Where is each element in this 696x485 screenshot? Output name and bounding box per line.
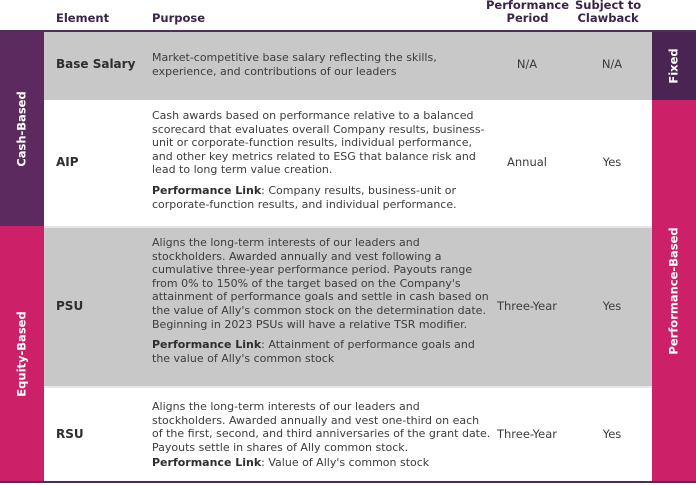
row-element: Base Salary [56, 57, 136, 71]
row-period: Annual [507, 155, 547, 169]
row-period: N/A [516, 57, 538, 71]
header-performance-period: Performance Period [486, 0, 570, 25]
table-bottom-border [0, 481, 696, 483]
header-purpose: Purpose [152, 11, 206, 25]
performance-link-label: Performance Link [152, 183, 262, 197]
table-row [44, 32, 652, 100]
fixed-band: Fixed [652, 32, 696, 100]
table-row [44, 100, 652, 226]
row-period: Three-Year [496, 427, 558, 441]
row-clawback: Yes [602, 299, 622, 313]
table-row [44, 388, 652, 481]
performance-based-band: Performance-Based [652, 100, 696, 481]
table-row [44, 228, 652, 386]
performance-link-label: Performance Link [152, 338, 262, 352]
row-period: Three-Year [496, 299, 558, 313]
row-purpose: Cash awards based on performance relative to a balanced scorecard that evaluates overall Company results, business-unit or corporate-function results, individual performance, and other key metrics related to ESG that balance risk and lead to long term value creation. Performance Link: Company results, business-unit or corporate-function results, and individual performance. [152, 109, 485, 211]
row-clawback: Yes [602, 427, 622, 441]
header-element: Element [56, 11, 110, 25]
header-clawback: Subject to Clawback [575, 0, 642, 25]
row-purpose: Aligns the long-term interests of our leaders and stockholders. Awarded annually and vest one-third on each of the first, second, and third anniversaries of the grant date. Payouts settle in shares of Ally common stock. Performance Link: Value of Ally's common stock [152, 400, 491, 470]
performance-link-label: Performance Link [152, 456, 262, 470]
row-clawback: Yes [602, 155, 622, 169]
row-element: PSU [56, 299, 84, 313]
row-purpose: Market-competitive base salary reflecting the skills, experience, and contributions of our leaders [152, 51, 437, 78]
equity-based-band: Equity-Based [0, 226, 44, 481]
cash-based-band: Cash-Based [0, 32, 44, 226]
row-element: RSU [56, 427, 84, 441]
row-clawback: N/A [601, 57, 623, 71]
row-purpose: Aligns the long-term interests of our leaders and stockholders. Awarded annually and vest following a cumulative three-year performance period. Payouts range from 0% to 150% of the target based on the Company's attainment of performance goals and settle in cash based on the value of Ally's common stock on the determination date. Beginning in 2023 PSUs will have a relative TSR modifier. Performance Link: Attainment of performance goals and the value of Ally's common stock [152, 236, 489, 365]
row-element: AIP [56, 155, 79, 169]
table-header [0, 0, 696, 32]
